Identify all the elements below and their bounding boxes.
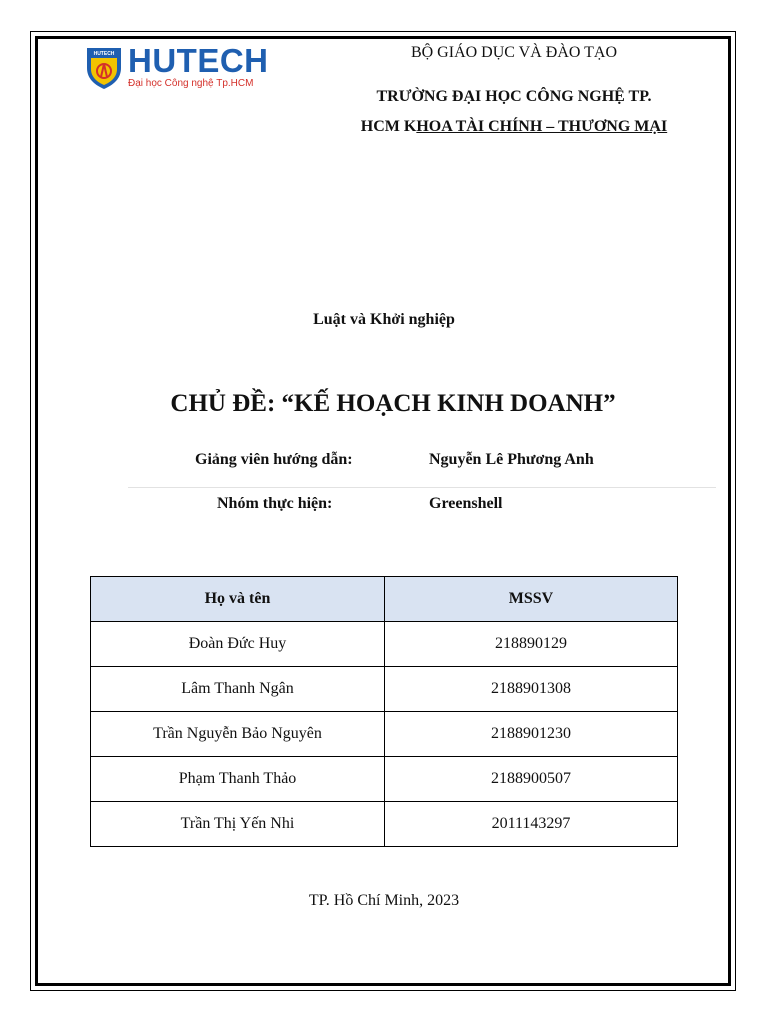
member-name: Đoàn Đức Huy (91, 622, 385, 667)
header-name: Họ và tên (91, 577, 385, 622)
table-row (91, 802, 678, 847)
member-id: 2188901308 (385, 667, 678, 712)
group-label: Nhóm thực hiện: (217, 495, 333, 512)
ministry-title: BỘ GIÁO DỤC VÀ ĐÀO TẠO (410, 44, 618, 61)
course-title: Luật và Khởi nghiệp (313, 311, 455, 328)
member-name: Trần Nguyễn Bảo Nguyên (91, 712, 385, 757)
members-table (90, 576, 678, 847)
hutech-logo (84, 44, 274, 94)
table-row (91, 757, 678, 802)
table-row (91, 712, 678, 757)
member-name: Trần Thị Yến Nhi (91, 802, 385, 847)
university-line-2 (340, 112, 688, 142)
group-value: Greenshell (429, 495, 503, 512)
university-line-2-prefix: HCM K (360, 118, 417, 135)
university-line-1: TRƯỜNG ĐẠI HỌC CÔNG NGHỆ TP. (376, 88, 652, 105)
logo-subtitle: Đại học Công nghệ Tp.HCM (128, 78, 254, 89)
table-row (91, 667, 678, 712)
member-id: 218890129 (385, 622, 678, 667)
lecturer-label: Giảng viên hướng dẫn: (195, 451, 353, 468)
university-title (340, 82, 688, 142)
member-id: 2188901230 (385, 712, 678, 757)
hutech-emblem-icon (84, 44, 124, 90)
member-id: 2011143297 (385, 802, 678, 847)
table-row (91, 622, 678, 667)
topic-title: CHỦ ĐỀ: “KẾ HOẠCH KINH DOANH” (170, 390, 616, 417)
emblem-label: HUTECH (93, 51, 115, 57)
footer-place-date: TP. Hồ Chí Minh, 2023 (308, 892, 460, 909)
table-header-row (91, 577, 678, 622)
member-name: Phạm Thanh Thảo (91, 757, 385, 802)
member-name: Lâm Thanh Ngân (91, 667, 385, 712)
info-divider (128, 487, 716, 488)
logo-wordmark: HUTECH (128, 42, 269, 79)
header-id: MSSV (385, 577, 678, 622)
member-id: 2188900507 (385, 757, 678, 802)
faculty-name: HOA TÀI CHÍNH – THƯƠNG MẠI (416, 118, 668, 135)
lecturer-value: Nguyễn Lê Phương Anh (429, 451, 594, 468)
